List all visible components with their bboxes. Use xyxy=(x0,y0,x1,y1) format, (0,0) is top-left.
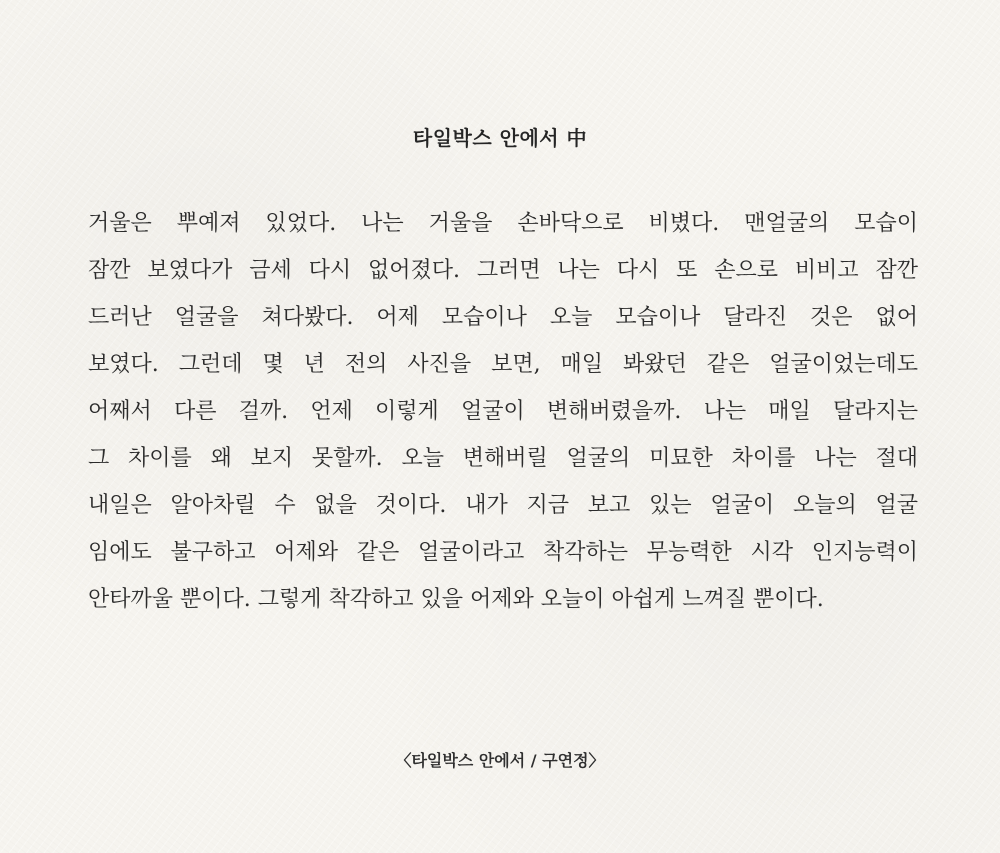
body-line: 내일은 알아차릴 수 없을 것이다. 내가 지금 보고 있는 얼굴이 오늘의 얼굴 xyxy=(88,493,918,518)
body-line: 드러난 얼굴을 쳐다봤다. 어제 모습이나 오늘 모습이나 달라진 것은 없어 xyxy=(88,305,918,330)
body-line: 거울은 뿌예져 있었다. 나는 거울을 손바닥으로 비볐다. 맨얼굴의 모습이 xyxy=(88,211,918,236)
body-line: 임에도 불구하고 어제와 같은 얼굴이라고 착각하는 무능력한 시각 인지능력이 xyxy=(88,540,918,565)
page-title: 타일박스 안에서 中 xyxy=(412,126,588,150)
source-caption: 〈타일박스 안에서 / 구연정〉 xyxy=(395,751,605,770)
body-line: 어째서 다른 걸까. 언제 이렇게 얼굴이 변해버렸을까. 나는 매일 달라지는 xyxy=(88,399,918,424)
body-line: 안타까울 뿐이다. 그렇게 착각하고 있을 어제와 오늘이 아쉽게 느껴질 뿐이다. xyxy=(88,587,824,612)
body-line: 그 차이를 왜 보지 못할까. 오늘 변해버릴 얼굴의 미묘한 차이를 나는 절대 xyxy=(88,446,918,471)
body-line: 보였다. 그런데 몇 년 전의 사진을 보면, 매일 봐왔던 같은 얼굴이었는데도 xyxy=(88,352,918,377)
body-paragraph xyxy=(88,200,918,623)
body-line: 잠깐 보였다가 금세 다시 없어졌다. 그러면 나는 다시 또 손으로 비비고 잠깐 xyxy=(88,258,918,283)
